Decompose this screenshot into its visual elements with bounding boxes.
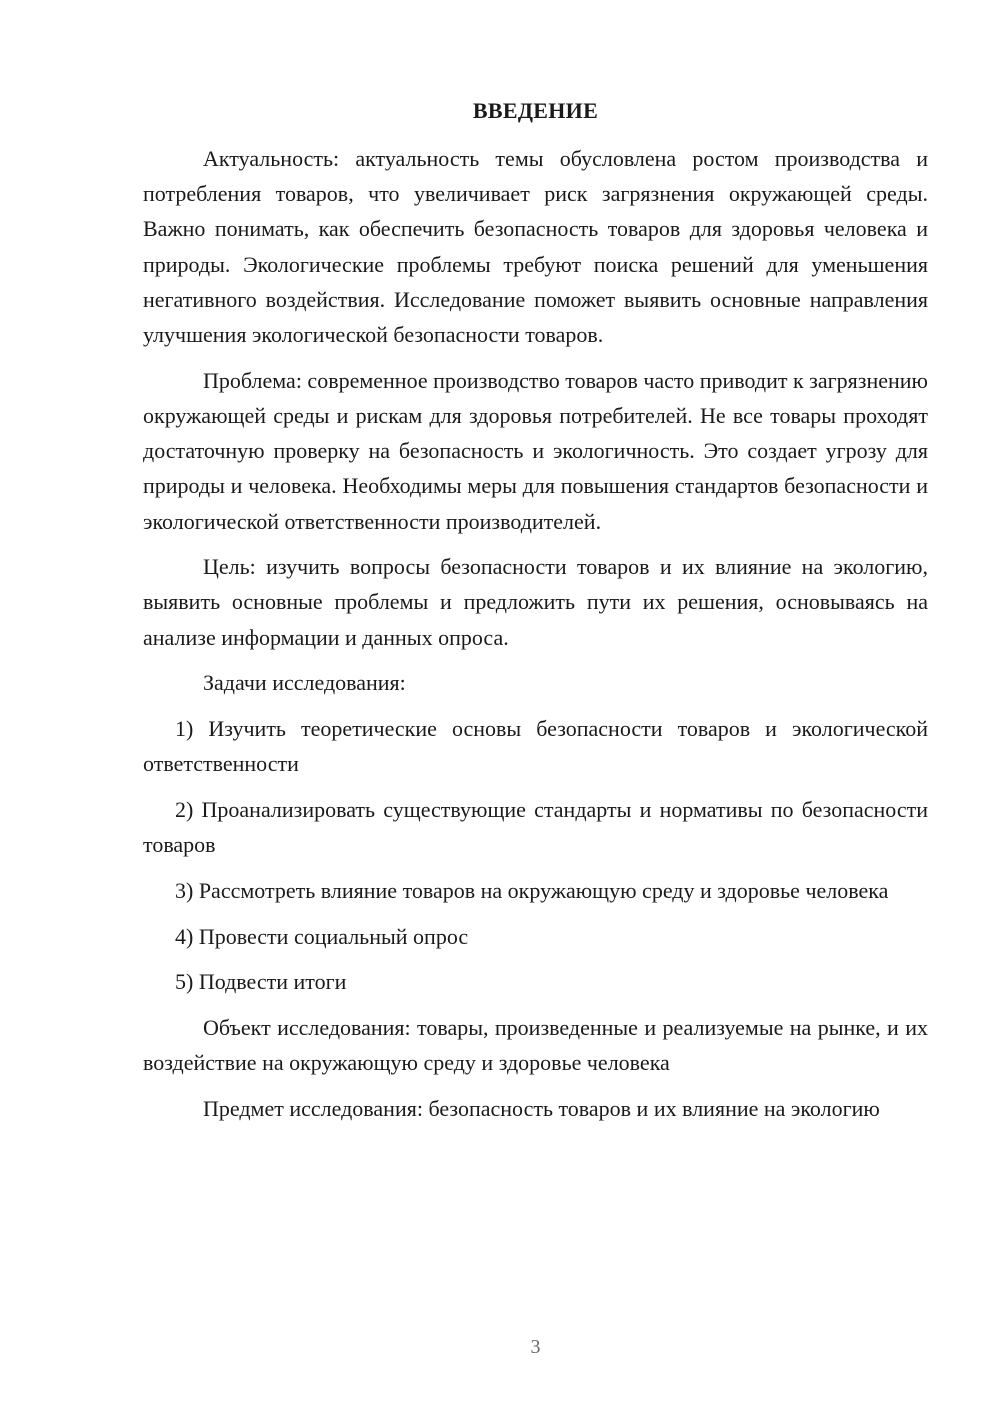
problem-paragraph: Проблема: современное производство товаров часто приводит к загрязнению окружающей среды и рискам для здоровья потребителей. Не все товары проходят достаточную проверку на безопасность и экологичность. Это создает угрозу для природы и человека. Необходимы меры для повышения стандартов безопасности и экологической ответственности производителей.	[143, 367, 928, 534]
task-item-1: 1) Изучить теоретические основы безопасности товаров и экологической ответственности	[143, 716, 928, 777]
task-item-4: 4) Провести социальный опрос	[175, 923, 469, 949]
document-page	[143, 0, 928, 1414]
task-item-5: 5) Подвести итоги	[175, 969, 347, 995]
task-item-3: 3) Рассмотреть влияние товаров на окружающую среду и здоровье человека	[175, 877, 889, 903]
tasks-heading: Задачи исследования:	[203, 670, 406, 696]
task-item-2: 2) Проанализировать существующие стандарты и нормативы по безопасности товаров	[143, 796, 928, 858]
page-title: ВВЕДЕНИЕ	[472, 98, 599, 123]
document-body	[143, 141, 928, 1126]
object-paragraph: Объект исследования: товары, произведенные и реализуемые на рынке, и их воздействие на окружающую среду и здоровье человека	[143, 1014, 928, 1076]
relevance-paragraph: Актуальность: актуальность темы обусловлена ростом производства и потребления товаров, что увеличивает риск загрязнения окружающей среды. Важно понимать, как обеспечить безопасность товаров для здоровья человека и природы. Экологические проблемы требуют поиска решений для уменьшения негативного воздействия. Исследование поможет выявить основные направления улучшения экологической безопасности товаров.	[143, 146, 928, 348]
goal-paragraph: Цель: изучить вопросы безопасности товаров и их влияние на экологию, выявить основные проблемы и предложить пути их решения, основываясь на анализе информации и данных опроса.	[143, 554, 928, 650]
subject-paragraph: Предмет исследования: безопасность товаров и их влияние на экологию	[203, 1095, 880, 1121]
page-number: 3	[530, 1336, 541, 1358]
